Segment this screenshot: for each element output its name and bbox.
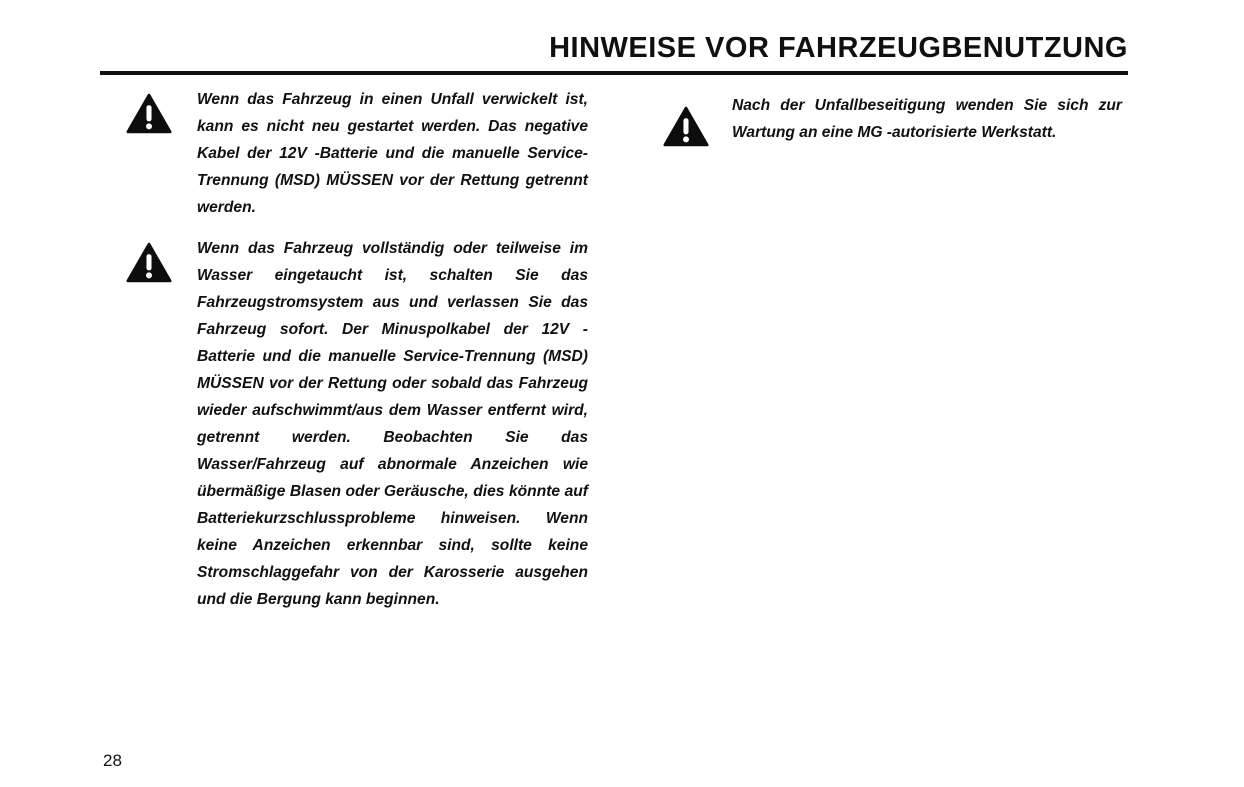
warning-text: Nach der Unfallbeseitigung wenden Sie sich zur Wartung an eine MG -autorisierte Werkstatt. <box>732 97 1122 141</box>
page-header <box>100 32 1128 75</box>
page-number: 28 <box>103 751 122 770</box>
warning-item <box>100 235 588 613</box>
left-column <box>100 86 588 627</box>
warning-item <box>100 86 588 221</box>
warning-item <box>640 92 1122 147</box>
warning-triangle-icon <box>100 86 197 134</box>
right-column <box>640 92 1122 161</box>
warning-triangle-icon <box>640 92 732 147</box>
page-title: HINWEISE VOR FAHRZEUGBENUTZUNG <box>549 32 1128 64</box>
warning-text: Wenn das Fahrzeug vollständig oder teilweise im Wasser eingetaucht ist, schalten Sie das Fahrzeugstromsystem aus und verlassen Sie das Fahrzeug sofort. Der Minuspolkabel der 12V -Batterie und die manuelle Service-Trennung (MSD) MÜSSEN vor der Rettung oder sobald das Fahrzeug wieder aufschwimmt/aus dem Wasser entfernt wird, getrennt werden. Beobachten Sie das Wasser/Fahrzeug auf abnormale Anzeichen wie übermäßige Blasen oder Geräusche, dies könnte auf Batteriekurzschlussprobleme hinweisen. Wenn keine Anzeichen erkennbar sind, sollte keine Stromschlaggefahr von der Karosserie ausgehen und die Bergung kann beginnen. <box>197 240 588 608</box>
warning-triangle-icon <box>100 235 197 283</box>
warning-text: Wenn das Fahrzeug in einen Unfall verwickelt ist, kann es nicht neu gestartet werden. Das negative Kabel der 12V -Batterie und die manuelle Service-Trennung (MSD) MÜSSEN vor der Rettung getrennt werden. <box>197 91 588 216</box>
